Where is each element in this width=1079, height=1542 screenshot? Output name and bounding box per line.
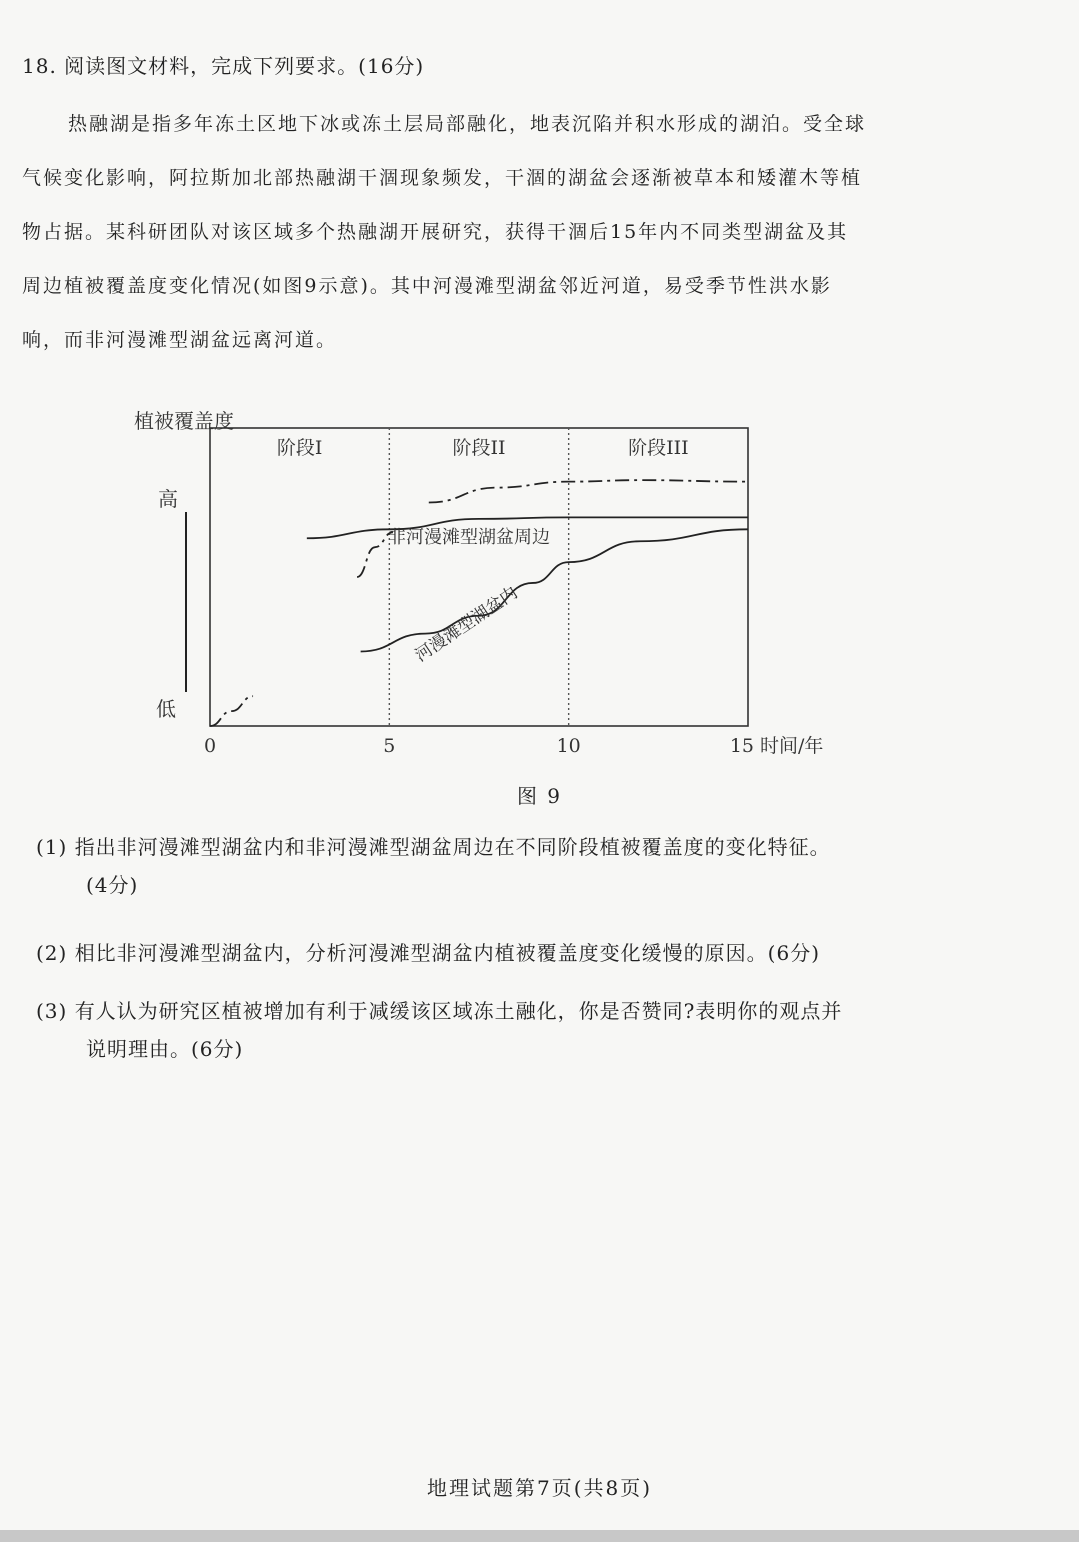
intro-line: 周边植被覆盖度变化情况(如图9示意)。其中河漫滩型湖盆邻近河道，易受季节性洪水影 — [22, 275, 832, 297]
stage-label: 阶段III — [628, 437, 689, 459]
series-label-floodplain-basin: 河漫滩型湖盆内 — [411, 583, 522, 667]
sub-question-line: (2) 相比非河漫滩型湖盆内，分析河漫滩型湖盆内植被覆盖度变化缓慢的原因。(6分) — [36, 941, 821, 965]
sub-question-line: (1) 指出非河漫滩型湖盆内和非河漫滩型湖盆周边在不同阶段植被覆盖度的变化特征。 — [36, 835, 831, 859]
x-axis-label: 时间/年 — [760, 735, 824, 757]
series-line-4 — [210, 696, 253, 726]
figure-caption: 图 9 — [516, 784, 563, 808]
series-line-2 — [429, 480, 748, 502]
sub-question-line: 说明理由。(6分) — [86, 1037, 244, 1061]
sub-question-3 — [36, 992, 996, 1068]
stage-label: 阶段II — [452, 437, 506, 459]
sub-question-2 — [36, 934, 996, 972]
page-footer: 地理试题第7页(共8页) — [426, 1476, 653, 1500]
intro-line: 热融湖是指多年冻土区地下冰或冻土层局部融化，地表沉陷并积水形成的湖泊。受全球 — [68, 113, 867, 135]
y-high-label: 高 — [158, 487, 178, 511]
question-header: 18. 阅读图文材料，完成下列要求。(16分) — [22, 54, 425, 78]
y-axis-label: 植被覆盖度 — [134, 409, 234, 433]
x-tick-label: 10 — [556, 735, 581, 757]
series-label-upland-periphery: 非河漫滩型湖盆周边 — [388, 527, 550, 548]
y-low-label: 低 — [156, 697, 176, 721]
figure-9-chart — [120, 400, 880, 770]
plot-frame — [210, 428, 748, 726]
sub-question-1 — [36, 828, 996, 904]
x-tick-label: 0 — [203, 735, 217, 757]
x-tick-label: 15 — [729, 735, 754, 757]
intro-line: 响，而非河漫滩型湖盆远离河道。 — [22, 329, 338, 351]
intro-line: 气候变化影响，阿拉斯加北部热融湖干涸现象频发，干涸的湖盆会逐渐被草本和矮灌木等植 — [22, 167, 863, 189]
stage-label: 阶段I — [276, 437, 323, 459]
sub-question-line: (4分) — [86, 873, 139, 897]
x-tick-label: 5 — [383, 735, 396, 757]
intro-paragraph — [22, 106, 990, 376]
sub-question-line: (3) 有人认为研究区植被增加有利于减缓该区域冻土融化，你是否赞同?表明你的观点并 — [36, 999, 843, 1023]
page-bottom-edge — [0, 1530, 1079, 1542]
intro-line: 物占据。某科研团队对该区域多个热融湖开展研究，获得干涸后15年内不同类型湖盆及其 — [22, 221, 849, 243]
